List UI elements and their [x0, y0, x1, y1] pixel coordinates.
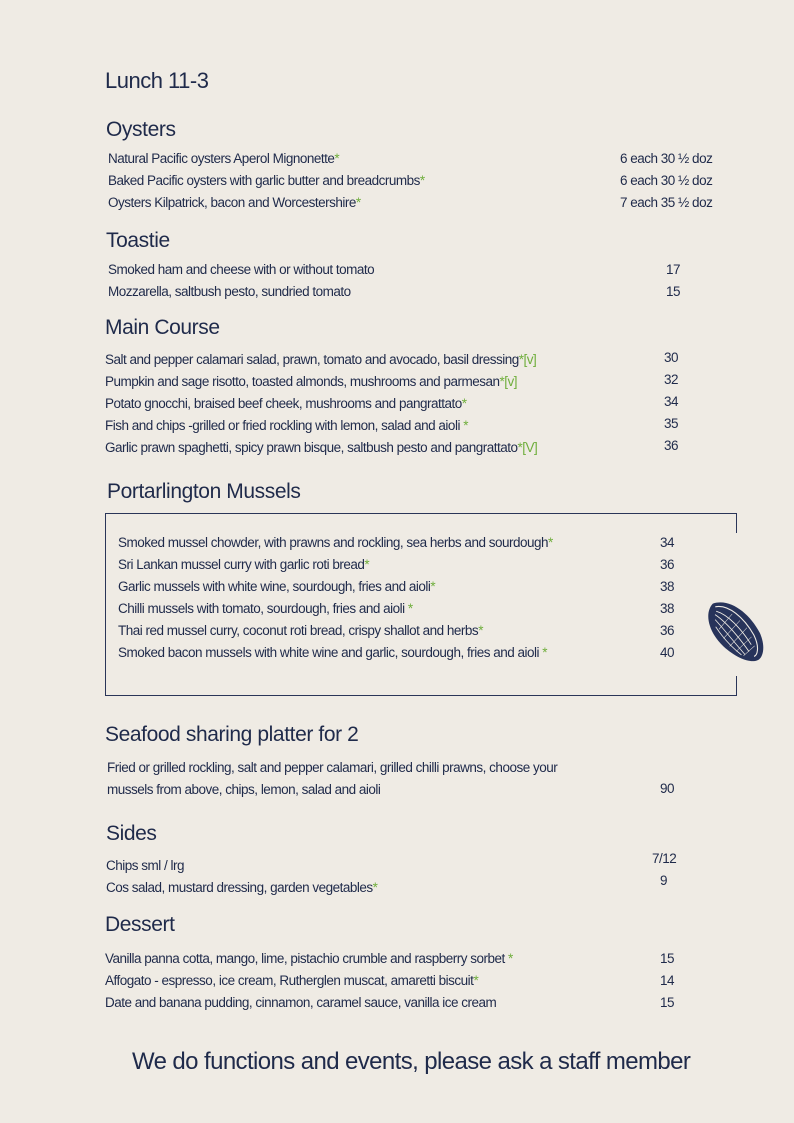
item-price: 35	[664, 416, 679, 431]
platter-description-line1: Fried or grilled rockling, salt and pepper calamari, grilled chilli prawns, choose your	[107, 760, 558, 775]
menu-item: Oysters Kilpatrick, bacon and Worcestershire*	[108, 195, 361, 210]
item-price: 38	[660, 601, 675, 616]
menu-item: Salt and pepper calamari salad, prawn, tomato and avocado, basil dressing*[v]	[105, 352, 537, 367]
item-price: 15	[660, 995, 675, 1010]
menu-item: Garlic prawn spaghetti, spicy prawn bisque, saltbush pesto and pangrattato*[V]	[105, 440, 538, 455]
menu-item: Cos salad, mustard dressing, garden vegetables*	[106, 880, 378, 895]
menu-item: Baked Pacific oysters with garlic butter and breadcrumbs*	[108, 173, 425, 188]
item-price: 9	[660, 873, 668, 888]
item-price: 36	[660, 557, 675, 572]
footer-note: We do functions and events, please ask a staff member	[132, 1048, 691, 1075]
dessert-heading: Dessert	[105, 913, 175, 936]
menu-item: Smoked ham and cheese with or without tomato	[108, 262, 375, 277]
main-course-heading: Main Course	[105, 316, 220, 339]
menu-item: Thai red mussel curry, coconut roti bread, crispy shallot and herbs*	[118, 623, 483, 638]
platter-description-line2: mussels from above, chips, lemon, salad and aioli	[107, 782, 381, 797]
box-corner-bottom	[736, 676, 737, 696]
menu-item: Affogato - espresso, ice cream, Rutherglen muscat, amaretti biscuit*	[105, 973, 479, 988]
item-price: 14	[660, 973, 675, 988]
item-price: 7/12	[652, 851, 677, 866]
item-price: 6 each 30 ½ doz	[620, 173, 713, 188]
menu-item: Natural Pacific oysters Aperol Mignonette*	[108, 151, 340, 166]
item-price: 15	[666, 284, 681, 299]
item-price: 38	[660, 579, 675, 594]
menu-item: Fish and chips -grilled or fried rockling with lemon, salad and aioli *	[105, 418, 468, 433]
menu-item: Mozzarella, saltbush pesto, sundried tomato	[108, 284, 351, 299]
mussel-shell-icon	[700, 592, 770, 672]
item-price: 6 each 30 ½ doz	[620, 151, 713, 166]
item-price: 34	[664, 394, 679, 409]
menu-item: Garlic mussels with white wine, sourdough, fries and aioli*	[118, 579, 436, 594]
menu-item: Sri Lankan mussel curry with garlic roti bread*	[118, 557, 370, 572]
menu-item: Pumpkin and sage risotto, toasted almonds, mushrooms and parmesan*[v]	[105, 374, 517, 389]
menu-item: Smoked bacon mussels with white wine and garlic, sourdough, fries and aioli *	[118, 645, 548, 660]
menu-item: Potato gnocchi, braised beef cheek, mushrooms and pangrattato*	[105, 396, 467, 411]
item-price: 32	[664, 372, 679, 387]
mussels-heading: Portarlington Mussels	[107, 480, 301, 503]
sides-heading: Sides	[106, 822, 157, 845]
item-price: 90	[660, 781, 675, 796]
menu-item: Vanilla panna cotta, mango, lime, pistachio crumble and raspberry sorbet *	[105, 951, 513, 966]
platter-heading: Seafood sharing platter for 2	[105, 723, 359, 746]
menu-item: Smoked mussel chowder, with prawns and rockling, sea herbs and sourdough*	[118, 535, 553, 550]
item-price: 30	[664, 350, 679, 365]
box-corner-top	[736, 513, 737, 533]
item-price: 36	[660, 623, 675, 638]
toastie-heading: Toastie	[106, 229, 170, 252]
item-price: 34	[660, 535, 675, 550]
menu-item: Date and banana pudding, cinnamon, caramel sauce, vanilla ice cream	[105, 995, 497, 1010]
item-price: 36	[664, 438, 679, 453]
item-price: 40	[660, 645, 675, 660]
item-price: 7 each 35 ½ doz	[620, 195, 713, 210]
menu-item: Chilli mussels with tomato, sourdough, fries and aioli *	[118, 601, 413, 616]
menu-title: Lunch 11-3	[105, 68, 209, 93]
menu-item: Chips sml / lrg	[106, 858, 185, 873]
item-price: 17	[666, 262, 681, 277]
oysters-heading: Oysters	[106, 118, 176, 141]
item-price: 15	[660, 951, 675, 966]
